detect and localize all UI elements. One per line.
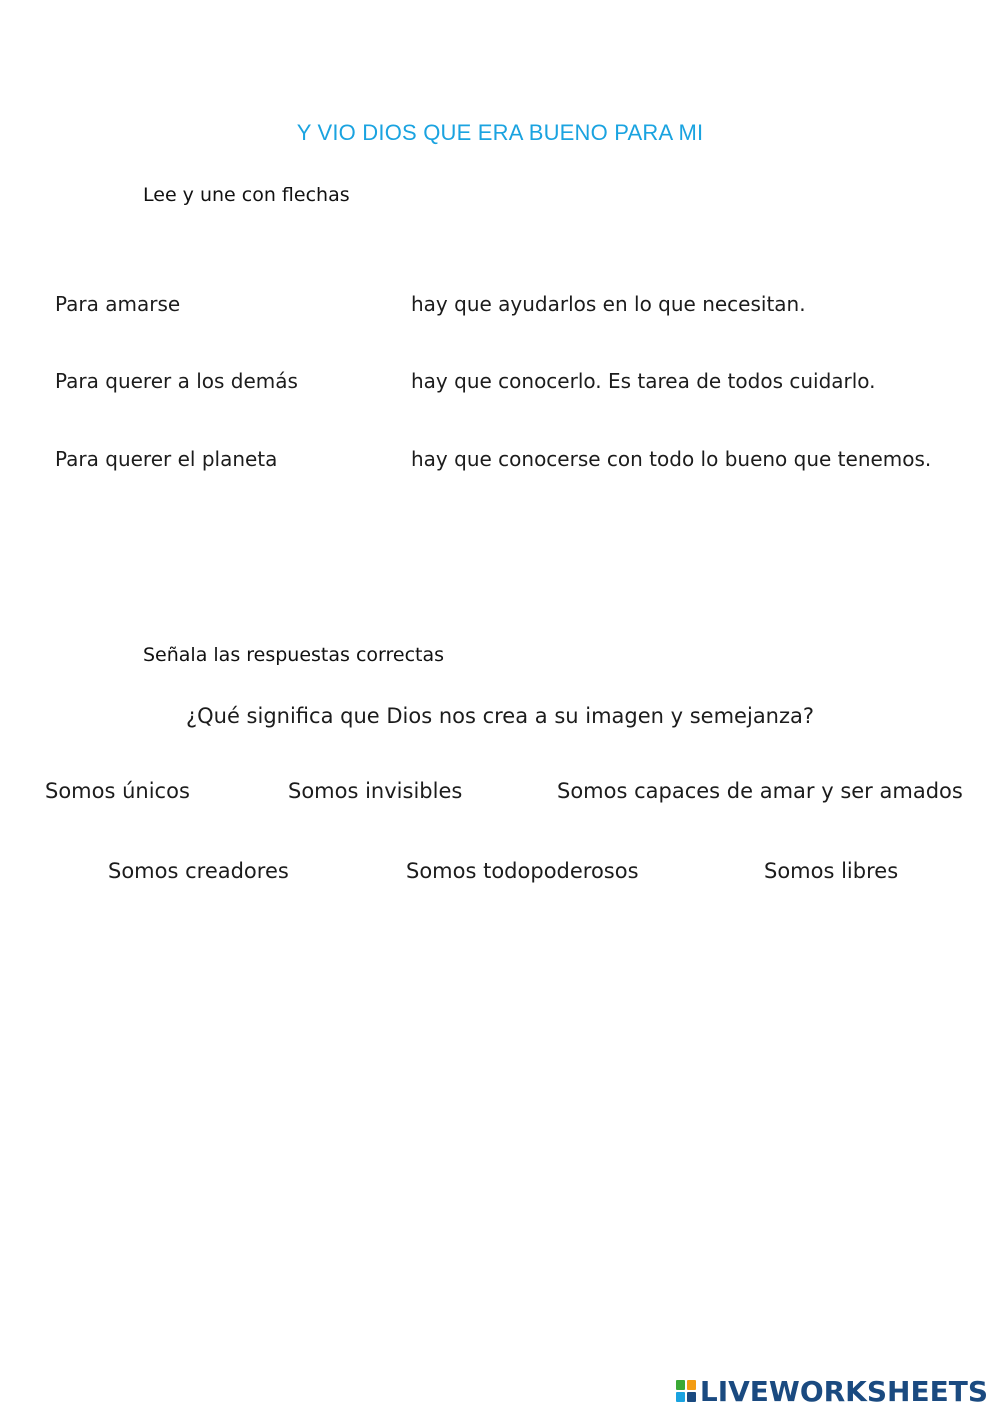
option-creadores[interactable]: Somos creadores xyxy=(108,859,289,883)
option-todopoderosos[interactable]: Somos todopoderosos xyxy=(406,859,639,883)
option-libres[interactable]: Somos libres xyxy=(764,859,899,883)
liveworksheets-brand xyxy=(676,1375,988,1407)
match-right-2[interactable]: hay que conocerlo. Es tarea de todos cuidarlo. xyxy=(411,369,876,393)
option-unicos[interactable]: Somos únicos xyxy=(45,779,190,803)
instruction-match: Lee y une con flechas xyxy=(143,184,350,206)
match-left-2[interactable]: Para querer a los demás xyxy=(55,369,298,393)
question-text: ¿Qué significa que Dios nos crea a su imagen y semejanza? xyxy=(185,704,815,728)
liveworksheets-logo-icon xyxy=(676,1380,696,1402)
option-capaces-de-amar[interactable]: Somos capaces de amar y ser amados xyxy=(557,779,963,803)
instruction-select: Señala las respuestas correctas xyxy=(143,644,445,666)
match-right-1[interactable]: hay que ayudarlos en lo que necesitan. xyxy=(411,292,806,316)
match-left-3[interactable]: Para querer el planeta xyxy=(55,447,278,471)
liveworksheets-wordmark: LIVEWORKSHEETS xyxy=(699,1374,988,1408)
worksheet-title: Y VIO DIOS QUE ERA BUENO PARA MI xyxy=(296,120,704,145)
match-left-1[interactable]: Para amarse xyxy=(55,292,181,316)
match-right-3[interactable]: hay que conocerse con todo lo bueno que tenemos. xyxy=(411,447,932,471)
option-invisibles[interactable]: Somos invisibles xyxy=(288,779,463,803)
